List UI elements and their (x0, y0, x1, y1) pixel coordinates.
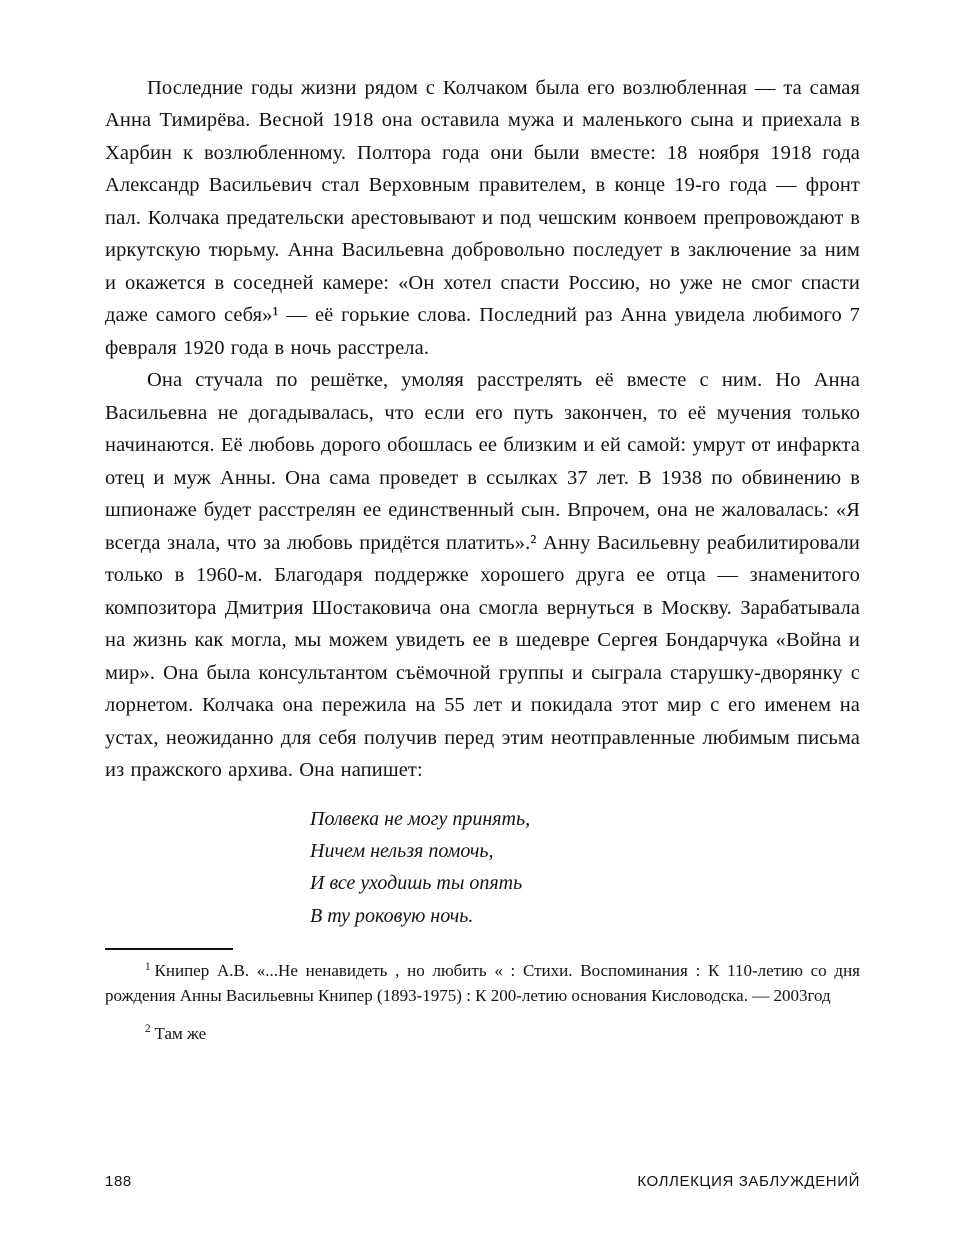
poem-line-4: В ту роковую ночь. (310, 904, 474, 927)
poem-block (310, 803, 860, 933)
footnote-marker-2: 2 (145, 1022, 151, 1035)
poem-line-3: И все уходишь ты опять (310, 872, 523, 895)
poem-line-2: Ничем нельзя помочь, (310, 840, 494, 863)
footnote-text-2: Там же (154, 1023, 207, 1043)
footnote-2 (105, 1021, 860, 1046)
paragraph-1: Последние годы жизни рядом с Колчаком была его возлюбленная — та самая Анна Тимирёва. Весной 1918 она оставила мужа и маленького сына и приехала в Харбин к возлюбленному. Полтора года они были вместе: 18 ноября 1918 года Александр Васильевич стал Верховным правителем, в конце 19-го года — фронт пал. Колчака предательски арестовывают и под чешским конвоем препровождают в иркутскую тюрьму. Анна Васильевна добровольно последует в заключение за ним и окажется в соседней камере: «Он хотел спасти Россию, но уже не смог спасти даже самого себя»¹ — её горькие слова. Последний раз Анна увидела любимого 7 февраля 1920 года в ночь расстрела. (105, 77, 860, 359)
footnote-text-1: Книпер А.В. «...Не ненавидеть , но любить « : Стихи. Воспоминания : К 110-летию со дня рождения Анны Васильевны Книпер (1893-1975) : К 200-летию основания Кисловодска. — 2003год (105, 961, 860, 1006)
paragraph-2: Она стучала по решётке, умоляя расстрелять её вместе с ним. Но Анна Васильевна не догадывалась, что если его путь закончен, то её мучения только начинаются. Её любовь дорого обошлась ее близким и ей самой: умрут от инфаркта отец и муж Анны. Она сама проведет в ссылках 37 лет. В 1938 по обвинению в шпионаже будет расстрелян ее единственный сын. Впрочем, она не жаловалась: «Я всегда знала, что за любовь придётся платить».² Анну Васильевну реабилитировали только в 1960-м. Благодаря поддержке хорошего друга ее отца — знаменитого композитора Дмитрия Шостаковича она смогла вернуться в Москву. Зарабатывала на жизнь как могла, мы можем увидеть ее в шедевре Сергея Бондарчука «Война и мир». Она была консультантом съёмочной группы и сыграла старушку-дворянку с лорнетом. Колчака она пережила на 55 лет и покидала этот мир с его именем на устах, неожиданно для себя получив перед этим неотправленные любимым письма из пражского архива. Она напишет: (105, 369, 860, 782)
page-footer (105, 1173, 860, 1190)
main-text (105, 72, 860, 787)
footnote-marker-1: 1 (145, 960, 151, 973)
footnote-divider (105, 948, 233, 950)
footnotes-section (105, 948, 860, 1045)
running-title: КОЛЛЕКЦИЯ ЗАБЛУЖДЕНИЙ (637, 1173, 860, 1190)
footnote-1 (105, 958, 860, 1008)
poem-line-1: Полвека не могу принять, (310, 807, 531, 830)
page-number: 188 (105, 1173, 132, 1190)
